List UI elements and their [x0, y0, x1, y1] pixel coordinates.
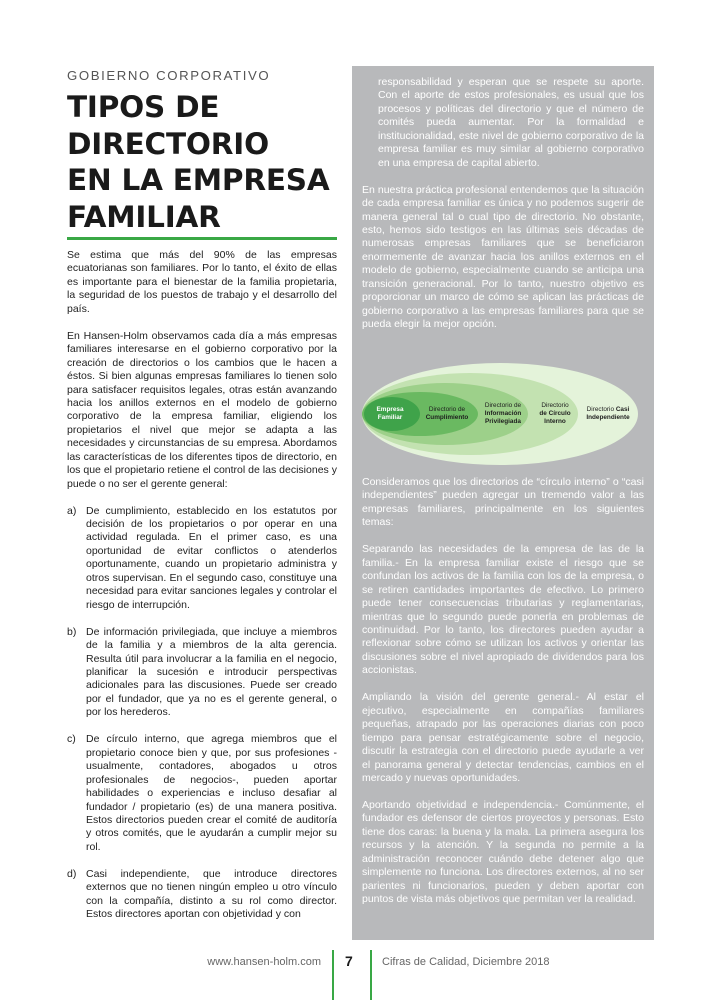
ring-label: Directorio: [541, 402, 569, 409]
context-paragraph: En Hansen-Holm observamos cada día a más empresas familiares interesarse en el gobierno corporativo por la creación de directorios o los cambios que le hacen a éstos. Si bien algunas empresas familiares lo tienen solo para satisfacer requisitos legales, otras están avanzando hacia los anillos externos en el modelo de gobierno corporativo de la empresa familiar, eligiendo los propietarios el nivel que mejor se adapta a las necesidades y circunstancias de su empresa. Abordamos las características de los diferentes tipos de directorio, en los que el propietario retiene el control de las decisiones y puede o no ser el gerente general:: [67, 329, 337, 490]
governance-rings-diagram: [362, 362, 644, 466]
list-item: [67, 505, 337, 613]
intro-paragraph: Se estima que más del 90% de las empresas ecuatorianas son familiares. Por lo tanto, el éxito de ellas es importante para el bienestar de la familia propietaria, la seguridad de los puestos de trabajo y el desarrollo del país.: [67, 249, 337, 315]
ring-label: Cumplimiento: [425, 414, 469, 421]
value-paragraph: Consideramos que los directorios de “círculo interno” o “casi independientes” pueden agregar un tremendo valor a las empresas familiares, principalmente en los siguientes temas:: [362, 476, 644, 529]
list-item: [67, 626, 337, 720]
title-underline: [67, 237, 337, 240]
title-line: EN LA EMPRESA: [67, 163, 330, 197]
ring-label: Familiar: [377, 414, 403, 421]
title-line: DIRECTORIO: [67, 126, 269, 161]
ring-label: Interno: [544, 418, 566, 425]
practice-paragraph: En nuestra práctica profesional entendemos que la situación de cada empresa familiar es única y no podemos sugerir de manera general tal o cual tipo de directorio. No obstante, esto, hemos sido testigos en las últimas seis décadas de numerosas empresas familiares que se beneficiaron enormemente de avanzar hacia los anillos externos en el modelo de gobierno, especialmente cuando se anticipa una transición generacional. Por lo tanto, nuestro objetivo es proporcionar un marco de cómo se aplican las prácticas de gobierno corporativo a las empresas familiares para que se pueda elegir la mejor opción.: [362, 183, 644, 331]
list-letter: b): [67, 625, 77, 638]
ring-label: Independiente: [586, 414, 630, 421]
title-line: TIPOS DE: [67, 90, 220, 124]
ring-label-part: Directorio: [586, 406, 615, 413]
article-title: [67, 89, 337, 235]
title-line: FAMILIAR: [67, 199, 221, 234]
list-item: [67, 868, 337, 922]
board-types-list: [67, 505, 337, 922]
section-kicker: GOBIERNO CORPORATIVO: [67, 68, 271, 83]
footer-website: www.hansen-holm.com: [207, 956, 321, 968]
list-letter: d): [67, 867, 77, 880]
list-letter: a): [67, 504, 77, 517]
ring-label: Empresa: [376, 406, 404, 413]
ring-label: Información: [484, 410, 522, 417]
list-letter: c): [67, 733, 76, 746]
list-text: De información privilegiada, que incluye a miembros de la familia y a miembros de la alta gerencia. Resulta útil para involucrar a la familia en el negocio, planificar la sucesión e introducir perspectivas adicionales para las discusiones. Puede ser creado por el fundador, que ya no es el gerente general, o por los herederos.: [86, 625, 337, 719]
separating-needs-paragraph: Separando las necesidades de la empresa de las de la familia.- En la empresa familiar existe el riesgo que se confundan los activos de la familia con los de la empresa, o se retiren cantidades importantes de efectivo. Lo primero puede tener consecuencias tributarias y reglamentarias, mientras que lo segundo puede ponerla en problemas de continuidad. Por lo tanto, los directores pueden ayudar a reflexionar sobre cómo se utilizan los activos y orientar las discusiones sobre el nivel apropiado de dividendos para los accionistas.: [362, 543, 644, 677]
footer-divider: [370, 950, 372, 1000]
continued-paragraph: responsabilidad y esperan que se respete su aporte. Con el aporte de estos profesionales, es usual que los procesos y políticas del directorio y que el número de comités pueda aumentar. Por la formalidad e institucionalidad, este nivel de gobierno corporativo de la empresa familiar es muy similar al gobierno corporativo en una empresa de capital abierto.: [378, 76, 644, 169]
right-column: [362, 76, 644, 920]
footer-publication: Cifras de Calidad, Diciembre 2018: [382, 956, 550, 968]
list-text: De cumplimiento, establecido en los estatutos por decisión de los propietarios o por operar en una actividad regulada. En el primer caso, es una oportunidad de evitar conflictos o atenderlos oportunamente, cuando un propietario administra y otros supervisan. En el segundo caso, constituye una necesidad para evitar sanciones legales y controlar el riesgo de interrupción.: [86, 504, 337, 611]
list-text: Casi independiente, que introduce directores externos que no tienen ningún empleo u otro vínculo con la compañía, distinto a su rol como director. Estos directores aportan con objetividad y con: [86, 867, 337, 921]
ring-label-part: Casi: [615, 406, 630, 413]
list-text: De círculo interno, que agrega miembros que el propietario conoce bien y que, por sus profesiones -usualmente, contadores, abogados u otros profesionales de negocios-, pueden aportar habilidades o experiencias e incluso desafiar al fundador / propietario (es) de una manera positiva. Estos directorios pueden crear el comité de auditoría y otros comités, que le ayudarán a cumplir mejor su rol.: [86, 733, 337, 853]
ring-label: [587, 406, 630, 413]
ring-label: de Círculo: [539, 410, 571, 417]
page-number: 7: [345, 953, 353, 969]
broadening-vision-paragraph: Ampliando la visión del gerente general.- Al estar el ejecutivo, especialmente en compañías familiares pequeñas, atrapado por las operaciones diarias con poco tiempo para pensar estratégicamente sobre el negocio, discutir la estrategia con el directorio puede ayudarle a ver el panorama general y detectar tendencias, cambios en el mercado y nuevas oportunidades.: [362, 691, 644, 784]
left-column: [67, 249, 337, 935]
ring-label: Directorio de: [428, 406, 466, 413]
footer-divider: [332, 950, 334, 1000]
ring-label: Privilegiada: [485, 418, 521, 425]
list-item: [67, 733, 337, 854]
ring-label: Directorio de: [484, 402, 522, 409]
objectivity-paragraph: Aportando objetividad e independencia.- Comúnmente, el fundador es defensor de ciertos proyectos y personas. Esto tiene dos caras: la buena y la mala. La primera asegura los recursos y la atención. Y la segunda no permite a la administración reconocer cuándo debe detener algo que simplemente no funciona. Los directores externos, al no ser parientes ni funcionarios, pueden y deben aportar con puntos de vista más objetivos que permitan ver la realidad.: [362, 798, 644, 906]
